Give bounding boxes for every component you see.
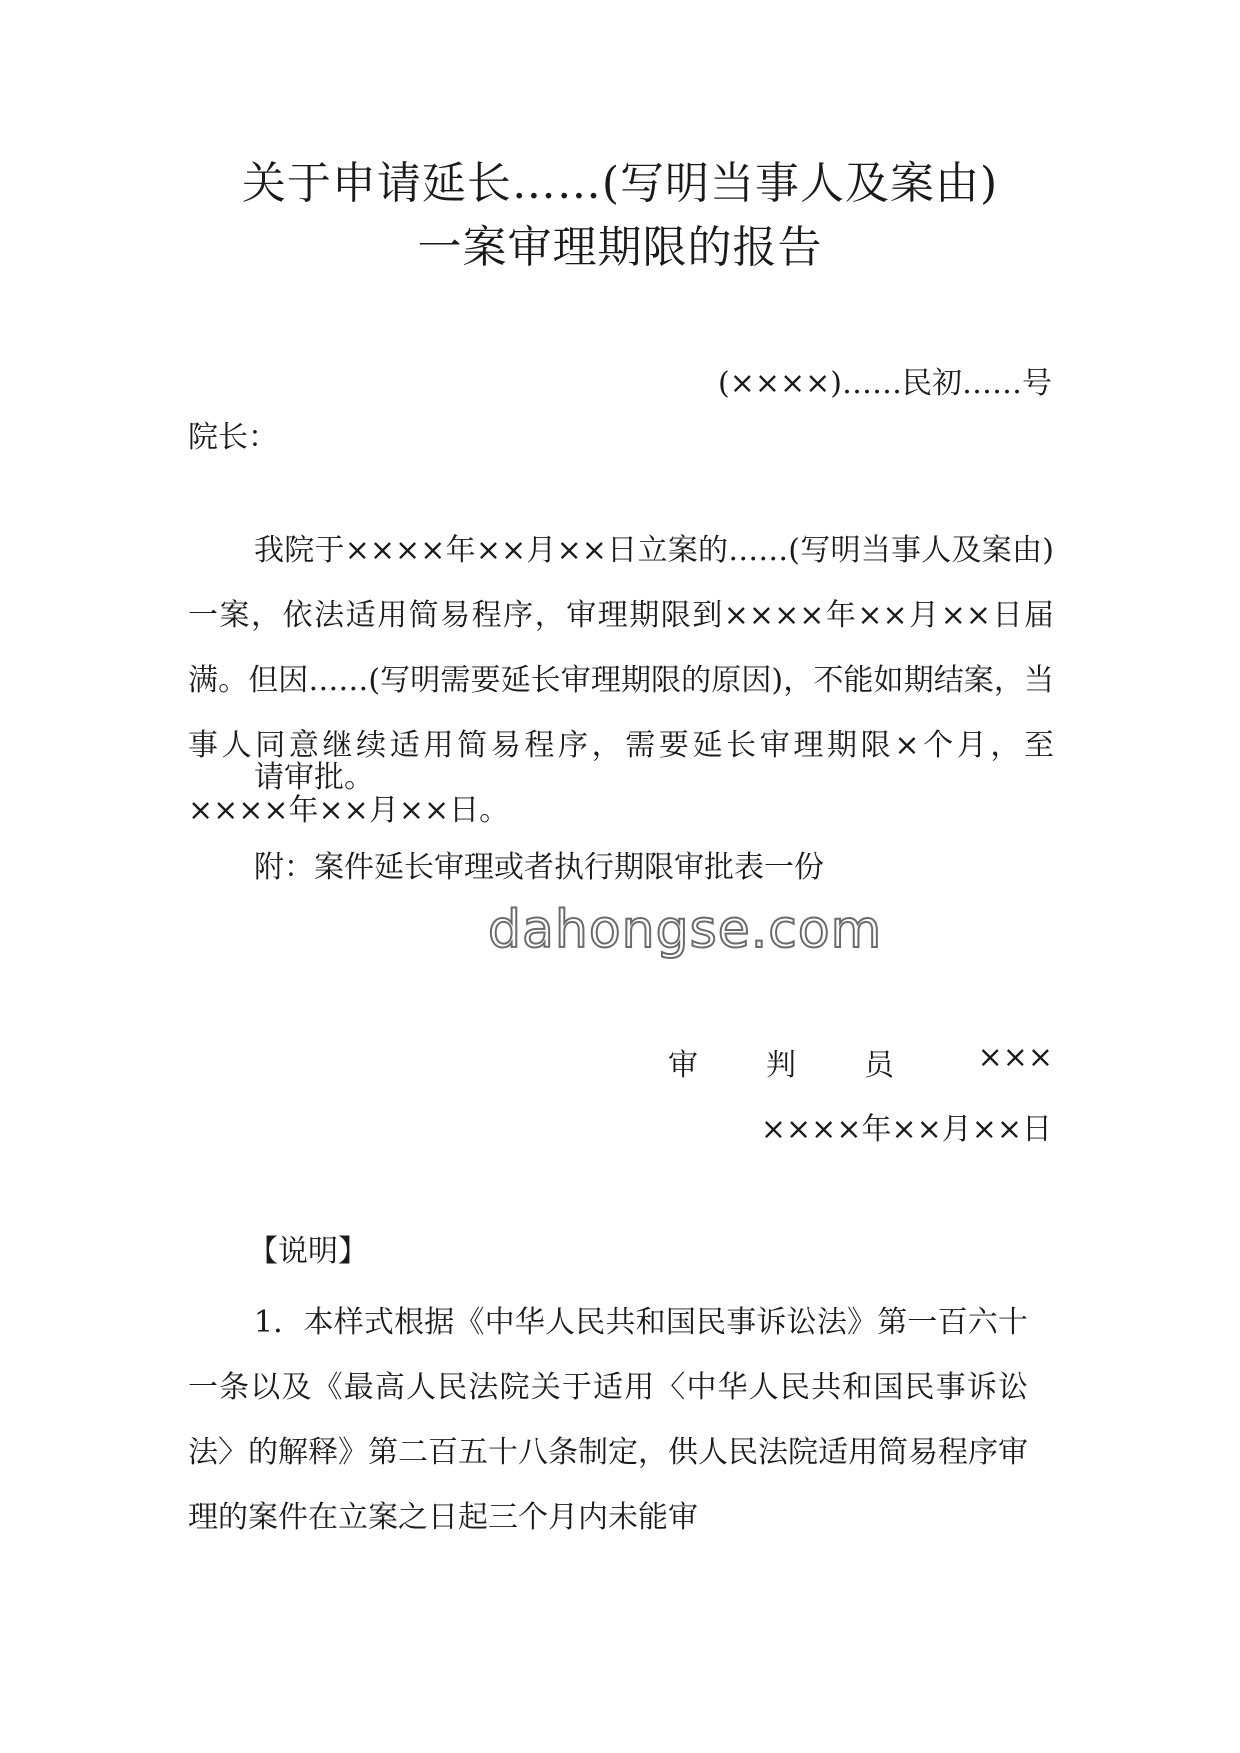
salutation: 院长： [188,420,278,455]
watermark: dahongse.com [488,900,883,960]
title-line-1: 关于申请延长……(写明当事人及案由) [241,158,999,209]
document-date: ××××年××月××日 [760,1112,1052,1147]
request-line: 请审批。 [254,760,374,795]
signature-name: ××× [977,1040,1053,1075]
notes-item-1: 1．本样式根据《中华人民共和国民事诉讼法》第一百六十一条以及《最高人民法院关于适用〈中华人民共和国民事诉讼法〉的解释》第二百五十八条制定，供人民法院适用简易程序审理的案件在立案之日起三个月内未能审 [188,1305,1028,1535]
signature-role-char-3: 员 [864,1048,894,1083]
signature-role-char-2: 判 [766,1048,796,1083]
attachment-line: 附：案件延长审理或者执行期限审批表一份 [254,850,824,885]
signature-role-char-1: 审 [668,1048,698,1083]
case-number: (××××)……民初……号 [718,366,1052,401]
title-line-2: 一案审理期限的报告 [417,222,823,273]
signature-block [668,1040,1053,1084]
notes-heading: 【说明】 [248,1234,368,1269]
body-paragraph: 我院于××××年××月××日立案的……(写明当事人及案由)一案，依法适用简易程序，审理期限到××××年××月××日届满。但因……(写明需要延长审理期限的原因)，不能如期结案，当事人同意继续适用简易程序，需要延长审理期限×个月，至××××年××月××日。 [188,533,1054,828]
